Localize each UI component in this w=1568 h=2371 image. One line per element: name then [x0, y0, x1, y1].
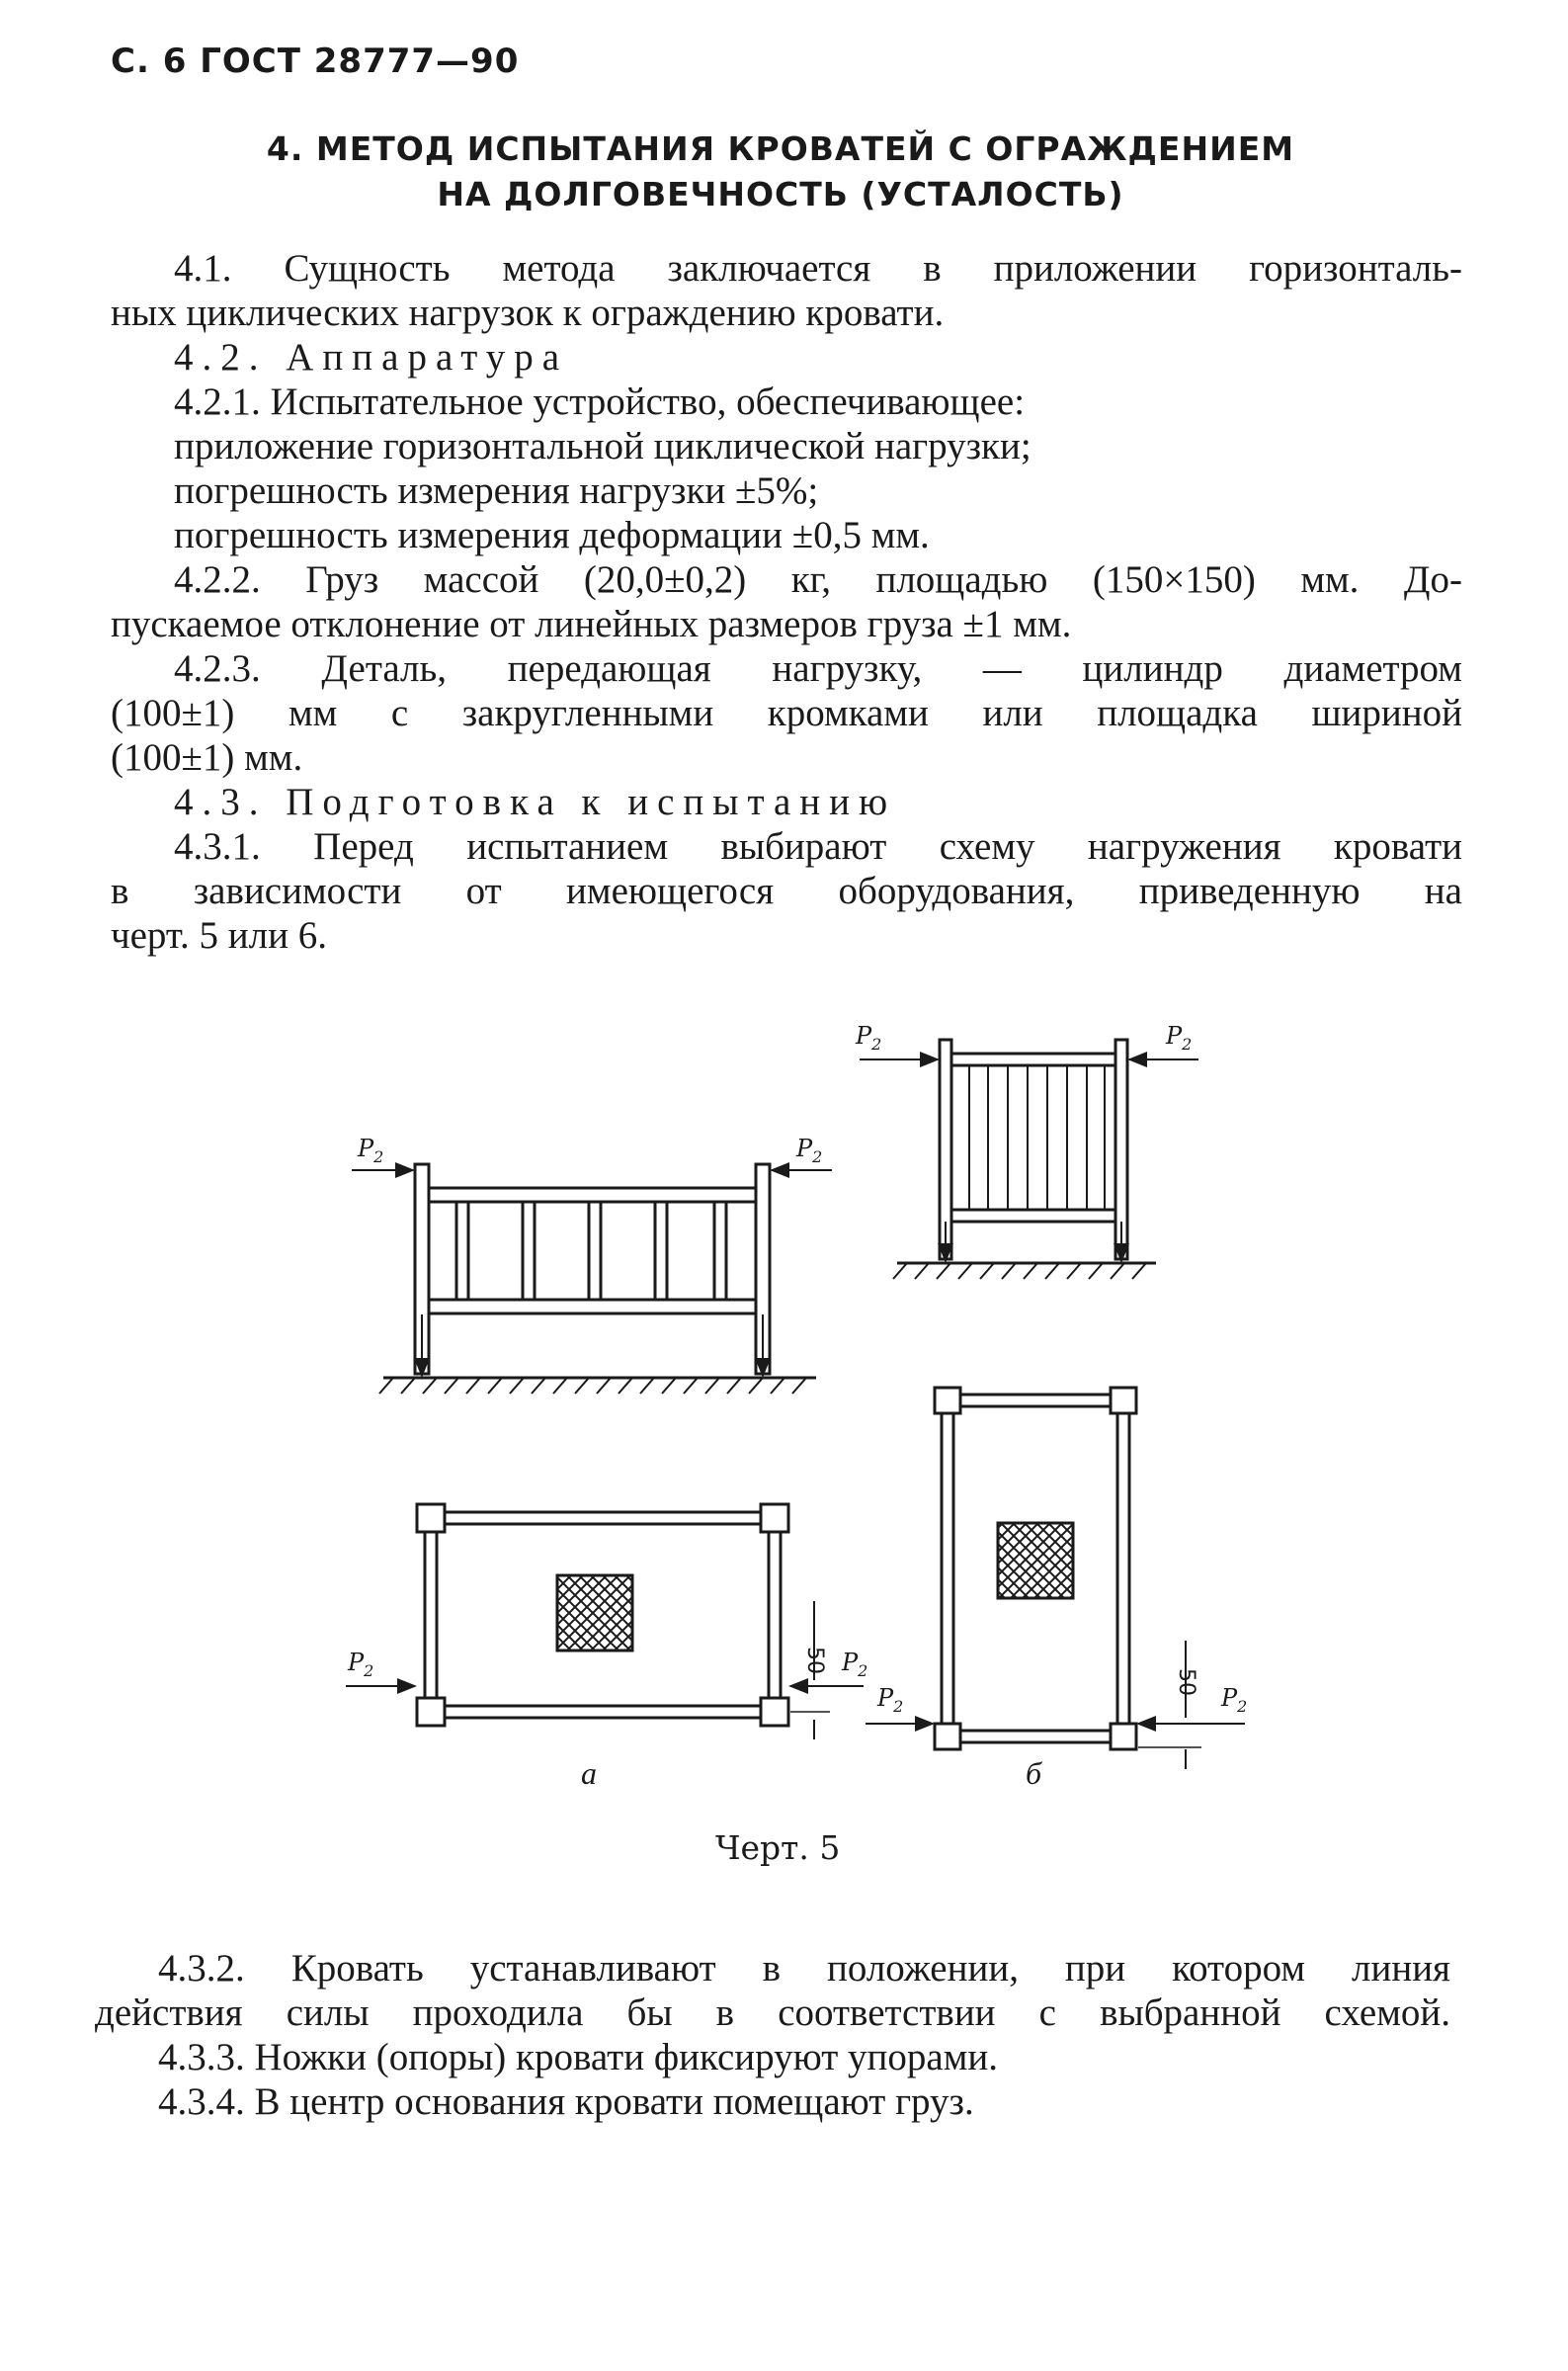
svg-text:P2: $P_2$ — [1221, 1684, 1248, 1716]
svg-text:P2: $P_2$ — [796, 1135, 823, 1166]
svg-text:P2: $P_2$ — [877, 1684, 904, 1716]
text-line: приложение горизонтальной циклической нагрузки; — [174, 425, 1032, 467]
dimension-label: 50 — [802, 1647, 827, 1674]
text-line: черт. 5 или 6. — [111, 914, 327, 957]
side-view-a — [352, 1164, 832, 1394]
text-line: 4.2.1. Испытательное устройство, обеспечивающее: — [174, 381, 1026, 423]
text-line: погрешность измерения деформации ±0,5 мм. — [174, 514, 930, 556]
plan-view-b — [866, 1388, 1248, 1769]
subsection-heading: 4.3. Подготовка к испытанию — [174, 781, 897, 823]
text-line: 4.3.3. Ножки (опоры) кровати фиксируют упорами. — [158, 2036, 999, 2078]
text-line: (100±1) мм с закругленными кромками или площадка шириной — [111, 692, 1462, 734]
text-line: 4.1. Сущность метода заключается в приложении горизонталь- — [174, 247, 1462, 290]
dimension-label: 50 — [1174, 1668, 1198, 1696]
text-line: 4.3.1. Перед испытанием выбирают схему нагружения кровати — [174, 825, 1462, 868]
text-line: (100±1) мм. — [111, 736, 303, 779]
svg-text:P2: $P_2$ — [348, 1649, 374, 1680]
section-title-line-2: НА ДОЛГОВЕЧНОСТЬ (УСТАЛОСТЬ) — [437, 175, 1124, 213]
text-line: пускаемое отклонение от линейных размеров груза ±1 мм. — [111, 603, 1072, 645]
text-line: ных циклических нагрузок к ограждению кровати. — [111, 292, 945, 334]
caption-b: б — [1026, 1755, 1042, 1791]
text-line: 4.2.2. Груз массой (20,0±0,2) кг, площадью (150×150) мм. До- — [174, 558, 1462, 601]
text-line: погрешность измерения нагрузки ±5%; — [174, 469, 819, 512]
subsection-heading: 4.2. Аппаратура — [174, 336, 569, 379]
text-line: в зависимости от имеющегося оборудования, приведенную на — [111, 870, 1462, 912]
svg-text:P2: $P_2$ — [856, 1022, 882, 1054]
text-line: 4.2.3. Деталь, передающая нагрузку, — цилиндр диаметром — [174, 647, 1462, 690]
text-line: 4.3.4. В центр основания кровати помещают груз. — [158, 2080, 974, 2123]
text-line: действия силы проходила бы в соответствии с выбранной схемой. — [95, 1991, 1450, 2034]
text-line: 4.3.2. Кровать устанавливают в положении, при котором линия — [158, 1947, 1450, 1990]
caption-a: а — [581, 1755, 597, 1791]
plan-view-a — [346, 1504, 864, 1739]
page-header: С. 6 ГОСТ 28777—90 — [111, 42, 520, 81]
svg-text:P2: $P_2$ — [1166, 1022, 1193, 1054]
force-labels — [347, 1022, 1247, 1716]
svg-text:P2: $P_2$ — [842, 1649, 868, 1680]
svg-text:P2: $P_2$ — [358, 1135, 384, 1166]
side-view-b — [860, 1040, 1198, 1279]
section-title-line-1: 4. МЕТОД ИСПЫТАНИЯ КРОВАТЕЙ С ОГРАЖДЕНИЕМ — [266, 129, 1295, 168]
figure-title: Черт. 5 — [715, 1828, 841, 1867]
